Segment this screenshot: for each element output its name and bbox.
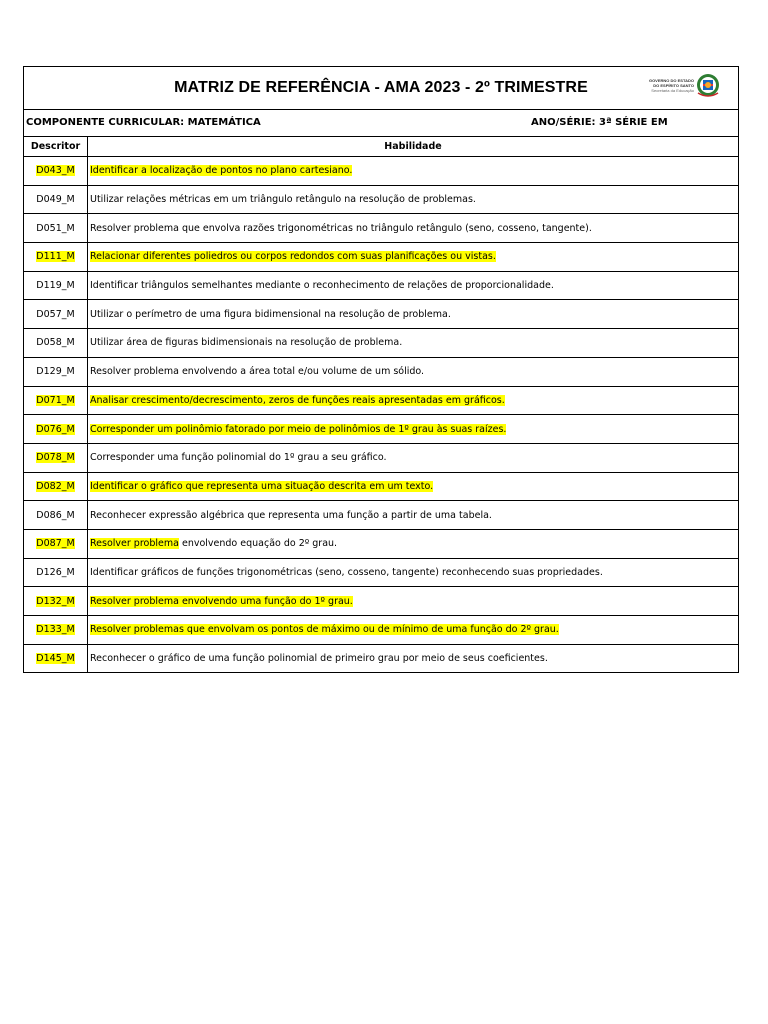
- skill-cell: [88, 472, 739, 501]
- descriptor-cell: [24, 329, 88, 358]
- descriptor-cell: [24, 529, 88, 558]
- title-row: [24, 67, 738, 110]
- descriptor-code: D126_M: [36, 566, 75, 578]
- table-header-row: [24, 137, 738, 157]
- descriptor-code: D071_M: [36, 394, 75, 406]
- skill-text-highlighted: Analisar crescimento/decrescimento, zeros de funções reais apresentadas em gráficos.: [90, 394, 505, 406]
- descriptor-cell: [24, 185, 88, 214]
- descriptor-cell: [24, 357, 88, 386]
- skill-cell: [88, 644, 739, 672]
- skill-cell: [88, 529, 739, 558]
- skill-text: Utilizar o perímetro de uma figura bidimensional na resolução de problema.: [90, 308, 451, 320]
- table-row: [24, 529, 738, 558]
- table-row: [24, 616, 738, 645]
- skill-text: Utilizar área de figuras bidimensionais na resolução de problema.: [90, 337, 403, 349]
- skill-cell: [88, 587, 739, 616]
- skill-cell: [88, 329, 739, 358]
- skill-text-highlighted: Corresponder um polinômio fatorado por meio de polinômios de 1º grau às suas raízes.: [90, 423, 507, 435]
- skill-cell: [88, 185, 739, 214]
- skill-text: Reconhecer expressão algébrica que representa uma função a partir de uma tabela.: [90, 509, 492, 521]
- descriptor-code: D087_M: [36, 538, 75, 550]
- table-row: [24, 501, 738, 530]
- skill-text: Identificar gráficos de funções trigonométricas (seno, cosseno, tangente) reconhecendo suas propriedades.: [90, 566, 603, 578]
- logo-text: [648, 78, 694, 93]
- table-row: [24, 271, 738, 300]
- descriptor-code: D049_M: [36, 194, 75, 206]
- page-title: MATRIZ DE REFERÊNCIA - AMA 2023 - 2º TRIMESTRE: [174, 79, 588, 96]
- descriptor-code: D078_M: [36, 452, 75, 464]
- skill-text-highlighted: Identificar a localização de pontos no plano cartesiano.: [90, 165, 353, 177]
- logo-line-2: DO ESPÍRITO SANTO: [653, 83, 694, 88]
- table-body: [24, 157, 738, 673]
- curricular-component: COMPONENTE CURRICULAR: MATEMÁTICA: [26, 117, 261, 128]
- skill-cell: [88, 558, 739, 587]
- skill-cell: [88, 157, 739, 186]
- skill-text-highlighted: Identificar o gráfico que representa uma situação descrita em um texto.: [90, 480, 434, 492]
- skill-cell: [88, 443, 739, 472]
- descriptor-cell: [24, 587, 88, 616]
- table-row: [24, 415, 738, 444]
- skill-text-highlighted: Relacionar diferentes poliedros ou corpos redondos com suas planificações ou vistas.: [90, 251, 496, 263]
- descriptor-code: D132_M: [36, 595, 75, 607]
- descriptor-code: D057_M: [36, 308, 75, 320]
- descriptor-cell: [24, 214, 88, 243]
- table-row: [24, 443, 738, 472]
- skills-table: [24, 137, 738, 672]
- skill-text: Corresponder uma função polinomial do 1º grau a seu gráfico.: [90, 452, 387, 464]
- skill-cell: [88, 214, 739, 243]
- table-row: [24, 587, 738, 616]
- skill-text-highlighted: Resolver problema envolvendo uma função do 1º grau.: [90, 595, 353, 607]
- skill-text: Utilizar relações métricas em um triângulo retângulo na resolução de problemas.: [90, 194, 476, 206]
- descriptor-code: D111_M: [36, 251, 75, 263]
- descriptor-code: D086_M: [36, 509, 75, 521]
- column-header-habilidade: Habilidade: [88, 137, 739, 157]
- skill-text-highlighted: Resolver problemas que envolvam os pontos de máximo ou de mínimo de uma função do 2º grau.: [90, 624, 559, 636]
- column-header-descritor: Descritor: [24, 137, 88, 157]
- descriptor-code: D051_M: [36, 222, 75, 234]
- descriptor-code: D119_M: [36, 280, 75, 292]
- table-row: [24, 386, 738, 415]
- skill-cell: [88, 300, 739, 329]
- table-row: [24, 357, 738, 386]
- skill-cell: [88, 501, 739, 530]
- table-row: [24, 558, 738, 587]
- state-seal-icon: [696, 73, 720, 97]
- descriptor-cell: [24, 271, 88, 300]
- skill-text: Resolver problema envolvendo a área total e/ou volume de um sólido.: [90, 366, 425, 378]
- info-row: [24, 110, 738, 137]
- descriptor-cell: [24, 558, 88, 587]
- table-row: [24, 644, 738, 672]
- skill-text: envolvendo equação do 2º grau.: [178, 538, 338, 550]
- descriptor-code: D082_M: [36, 480, 75, 492]
- skill-text: Reconhecer o gráfico de uma função polinomial de primeiro grau por meio de seus coeficientes.: [90, 653, 548, 665]
- descriptor-cell: [24, 644, 88, 672]
- skill-cell: [88, 415, 739, 444]
- skill-cell: [88, 243, 739, 272]
- skill-cell: [88, 616, 739, 645]
- table-row: [24, 329, 738, 358]
- table-row: [24, 300, 738, 329]
- descriptor-code: D043_M: [36, 165, 75, 177]
- skill-text: Identificar triângulos semelhantes mediante o reconhecimento de relações de proporcionalidade.: [90, 280, 554, 292]
- table-row: [24, 472, 738, 501]
- descriptor-cell: [24, 501, 88, 530]
- descriptor-code: D145_M: [36, 653, 75, 665]
- descriptor-cell: [24, 386, 88, 415]
- table-row: [24, 185, 738, 214]
- reference-matrix-sheet: [23, 66, 739, 673]
- descriptor-cell: [24, 157, 88, 186]
- skill-cell: [88, 271, 739, 300]
- descriptor-code: D076_M: [36, 423, 75, 435]
- descriptor-cell: [24, 415, 88, 444]
- logo-line-3: Secretaria da Educação: [651, 88, 694, 93]
- table-row: [24, 157, 738, 186]
- descriptor-cell: [24, 300, 88, 329]
- government-logo: [648, 73, 720, 101]
- skill-cell: [88, 386, 739, 415]
- skill-cell: [88, 357, 739, 386]
- table-row: [24, 214, 738, 243]
- table-row: [24, 243, 738, 272]
- descriptor-code: D058_M: [36, 337, 75, 349]
- year-grade: ANO/SÉRIE: 3ª SÉRIE EM: [531, 117, 668, 128]
- descriptor-cell: [24, 616, 88, 645]
- logo-line-1: GOVERNO DO ESTADO: [648, 78, 694, 83]
- skill-text: Resolver problema que envolva razões trigonométricas no triângulo retângulo (seno, cosseno, tangente).: [90, 222, 592, 234]
- descriptor-cell: [24, 443, 88, 472]
- descriptor-cell: [24, 243, 88, 272]
- descriptor-code: D133_M: [36, 624, 75, 636]
- descriptor-code: D129_M: [36, 366, 75, 378]
- descriptor-cell: [24, 472, 88, 501]
- skill-text-highlighted: Resolver problema: [90, 538, 179, 550]
